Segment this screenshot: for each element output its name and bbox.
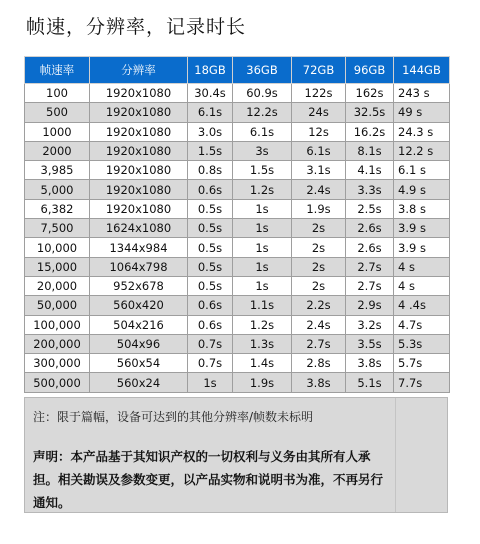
96gb-cell: 3.8s [346, 354, 394, 373]
table-row [25, 122, 450, 141]
resolution-cell: 952x678 [90, 276, 188, 295]
resolution-cell: 1920x1080 [90, 161, 188, 180]
18gb-cell: 6.1s [188, 103, 233, 122]
96gb-cell: 2.9s [346, 296, 394, 315]
table-row [25, 238, 450, 257]
144gb-cell: 49 s [394, 103, 450, 122]
72gb-cell: 3.1s [292, 161, 346, 180]
table-row [25, 161, 450, 180]
record-duration-table [24, 56, 450, 393]
header-144gb: 144GB [394, 57, 450, 84]
96gb-cell: 2.6s [346, 219, 394, 238]
18gb-cell: 0.5s [188, 257, 233, 276]
72gb-cell: 2s [292, 257, 346, 276]
resolution-cell: 1344x984 [90, 238, 188, 257]
144gb-cell: 7.7s [394, 373, 450, 392]
144gb-cell: 5.7s [394, 354, 450, 373]
table-row [25, 296, 450, 315]
table-row [25, 354, 450, 373]
96gb-cell: 3.5s [346, 334, 394, 353]
frame-rate-cell: 500 [25, 103, 90, 122]
header-36gb: 36GB [233, 57, 292, 84]
table-row [25, 315, 450, 334]
72gb-cell: 122s [292, 84, 346, 103]
header-resolution: 分辨率 [90, 57, 188, 84]
18gb-cell: 0.5s [188, 199, 233, 218]
frame-rate-cell: 20,000 [25, 276, 90, 295]
notes-panel [24, 397, 448, 513]
notes-divider [395, 398, 396, 512]
table-row [25, 199, 450, 218]
frame-rate-cell: 200,000 [25, 334, 90, 353]
144gb-cell: 3.8 s [394, 199, 450, 218]
36gb-cell: 1s [233, 276, 292, 295]
72gb-cell: 2.4s [292, 315, 346, 334]
header-18gb: 18GB [188, 57, 233, 84]
resolution-cell: 1064x798 [90, 257, 188, 276]
36gb-cell: 1.3s [233, 334, 292, 353]
table-row [25, 276, 450, 295]
table-row [25, 141, 450, 160]
frame-rate-cell: 7,500 [25, 219, 90, 238]
96gb-cell: 162s [346, 84, 394, 103]
72gb-cell: 2s [292, 219, 346, 238]
36gb-cell: 12.2s [233, 103, 292, 122]
table-row [25, 84, 450, 103]
36gb-cell: 1s [233, 199, 292, 218]
72gb-cell: 6.1s [292, 141, 346, 160]
disclaimer-text: 声明：本产品基于其知识产权的一切权利与义务由其所有人承担。相关勘误及参数变更，以产品实物和说明书为准，不再另行通知。 [33, 449, 384, 510]
72gb-cell: 2.4s [292, 180, 346, 199]
72gb-cell: 12s [292, 122, 346, 141]
resolution-cell: 1624x1080 [90, 219, 188, 238]
36gb-cell: 1.5s [233, 161, 292, 180]
frame-rate-cell: 1000 [25, 122, 90, 141]
72gb-cell: 2.7s [292, 334, 346, 353]
144gb-cell: 4.7s [394, 315, 450, 334]
36gb-cell: 1.2s [233, 180, 292, 199]
36gb-cell: 1.9s [233, 373, 292, 392]
header-72gb: 72GB [292, 57, 346, 84]
36gb-cell: 1s [233, 219, 292, 238]
resolution-cell: 560x54 [90, 354, 188, 373]
96gb-cell: 2.7s [346, 257, 394, 276]
72gb-cell: 24s [292, 103, 346, 122]
36gb-cell: 1s [233, 238, 292, 257]
18gb-cell: 0.6s [188, 315, 233, 334]
resolution-cell: 1920x1080 [90, 141, 188, 160]
96gb-cell: 3.3s [346, 180, 394, 199]
18gb-cell: 30.4s [188, 84, 233, 103]
resolution-cell: 560x420 [90, 296, 188, 315]
frame-rate-cell: 100,000 [25, 315, 90, 334]
36gb-cell: 3s [233, 141, 292, 160]
144gb-cell: 6.1 s [394, 161, 450, 180]
page-title: 帧速，分辨率，记录时长 [26, 16, 247, 38]
header-96gb: 96GB [346, 57, 394, 84]
96gb-cell: 3.2s [346, 315, 394, 334]
144gb-cell: 12.2 s [394, 141, 450, 160]
resolution-cell: 1920x1080 [90, 103, 188, 122]
table-row [25, 103, 450, 122]
144gb-cell: 4 s [394, 276, 450, 295]
96gb-cell: 2.6s [346, 238, 394, 257]
72gb-cell: 2s [292, 276, 346, 295]
table-header-row [25, 57, 450, 84]
18gb-cell: 0.6s [188, 296, 233, 315]
96gb-cell: 16.2s [346, 122, 394, 141]
36gb-cell: 1.1s [233, 296, 292, 315]
18gb-cell: 0.7s [188, 334, 233, 353]
96gb-cell: 4.1s [346, 161, 394, 180]
144gb-cell: 3.9 s [394, 238, 450, 257]
96gb-cell: 2.5s [346, 199, 394, 218]
frame-rate-cell: 6,382 [25, 199, 90, 218]
resolution-cell: 560x24 [90, 373, 188, 392]
96gb-cell: 5.1s [346, 373, 394, 392]
header-frame-rate: 帧速率 [25, 57, 90, 84]
frame-rate-cell: 3,985 [25, 161, 90, 180]
table-row [25, 334, 450, 353]
18gb-cell: 0.5s [188, 219, 233, 238]
72gb-cell: 2s [292, 238, 346, 257]
table-row [25, 180, 450, 199]
36gb-cell: 6.1s [233, 122, 292, 141]
72gb-cell: 3.8s [292, 373, 346, 392]
resolution-cell: 504x216 [90, 315, 188, 334]
144gb-cell: 24.3 s [394, 122, 450, 141]
18gb-cell: 1.5s [188, 141, 233, 160]
18gb-cell: 0.8s [188, 161, 233, 180]
frame-rate-cell: 100 [25, 84, 90, 103]
resolution-cell: 1920x1080 [90, 84, 188, 103]
144gb-cell: 5.3s [394, 334, 450, 353]
72gb-cell: 2.8s [292, 354, 346, 373]
resolution-cell: 1920x1080 [90, 180, 188, 199]
144gb-cell: 3.9 s [394, 219, 450, 238]
frame-rate-cell: 10,000 [25, 238, 90, 257]
18gb-cell: 0.5s [188, 276, 233, 295]
frame-rate-cell: 2000 [25, 141, 90, 160]
96gb-cell: 8.1s [346, 141, 394, 160]
36gb-cell: 1.2s [233, 315, 292, 334]
72gb-cell: 2.2s [292, 296, 346, 315]
table-row [25, 257, 450, 276]
18gb-cell: 0.6s [188, 180, 233, 199]
18gb-cell: 1s [188, 373, 233, 392]
96gb-cell: 32.5s [346, 103, 394, 122]
frame-rate-cell: 15,000 [25, 257, 90, 276]
18gb-cell: 3.0s [188, 122, 233, 141]
resolution-cell: 1920x1080 [90, 199, 188, 218]
144gb-cell: 4 s [394, 257, 450, 276]
144gb-cell: 4 .4s [394, 296, 450, 315]
frame-rate-cell: 50,000 [25, 296, 90, 315]
36gb-cell: 1s [233, 257, 292, 276]
72gb-cell: 1.9s [292, 199, 346, 218]
resolution-cell: 1920x1080 [90, 122, 188, 141]
144gb-cell: 243 s [394, 84, 450, 103]
36gb-cell: 60.9s [233, 84, 292, 103]
frame-rate-cell: 5,000 [25, 180, 90, 199]
18gb-cell: 0.5s [188, 238, 233, 257]
frame-rate-cell: 500,000 [25, 373, 90, 392]
96gb-cell: 2.7s [346, 276, 394, 295]
144gb-cell: 4.9 s [394, 180, 450, 199]
resolution-note: 注：限于篇幅，设备可达到的其他分辨率/帧数未标明 [33, 410, 314, 424]
table-row [25, 373, 450, 392]
36gb-cell: 1.4s [233, 354, 292, 373]
table-row [25, 219, 450, 238]
resolution-cell: 504x96 [90, 334, 188, 353]
frame-rate-cell: 300,000 [25, 354, 90, 373]
18gb-cell: 0.7s [188, 354, 233, 373]
